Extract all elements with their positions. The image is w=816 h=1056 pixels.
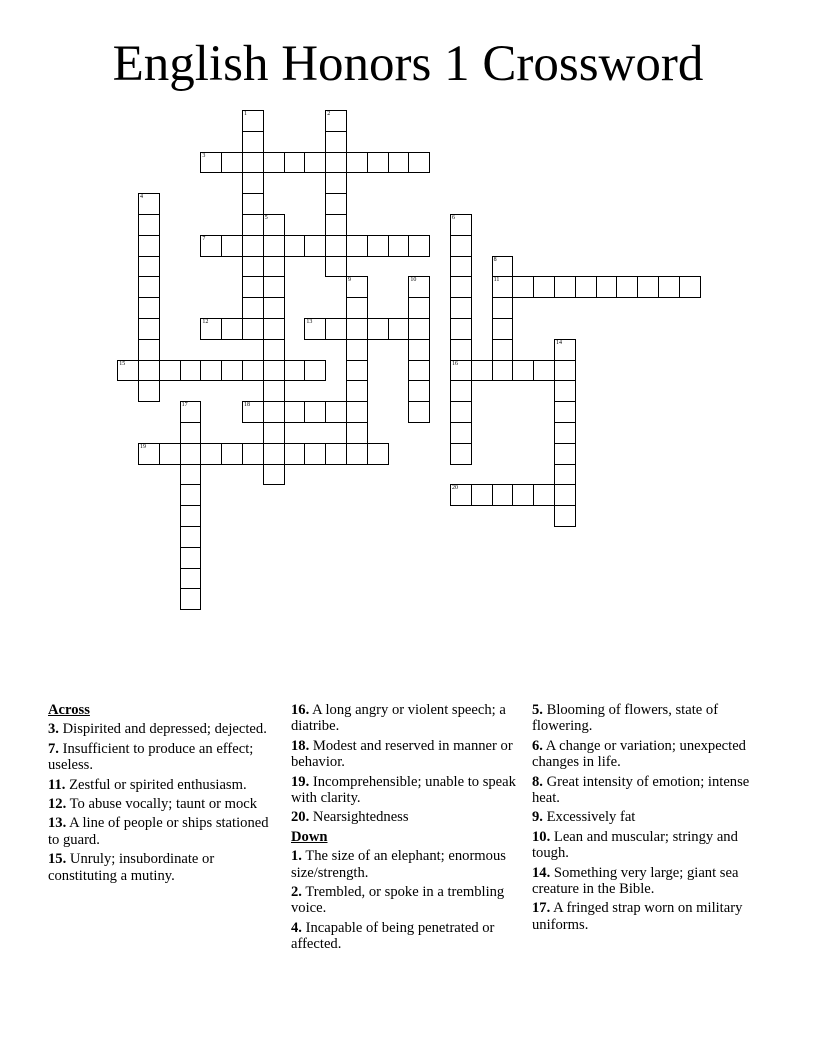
crossword-cell[interactable]	[304, 401, 326, 423]
crossword-cell[interactable]	[554, 401, 576, 423]
crossword-cell[interactable]	[492, 318, 514, 340]
clue-item	[532, 865, 760, 898]
crossword-cell[interactable]	[450, 360, 472, 382]
clue-column-2	[291, 702, 519, 956]
crossword-cell[interactable]	[450, 297, 472, 319]
cell-number: 12	[202, 319, 209, 325]
crossword-cell[interactable]	[138, 339, 160, 361]
crossword-cell[interactable]	[533, 276, 555, 298]
crossword-cell[interactable]	[263, 380, 285, 402]
clue-number: 1.	[291, 848, 302, 865]
crossword-cell[interactable]	[242, 360, 264, 382]
cell-number: 5	[264, 215, 268, 221]
cell-number: 6	[452, 215, 455, 221]
crossword-cell[interactable]	[450, 422, 472, 444]
crossword-cell[interactable]	[346, 297, 368, 319]
crossword-cell[interactable]	[346, 380, 368, 402]
clue-column-3	[532, 702, 760, 936]
clue-number: 2.	[291, 884, 302, 901]
crossword-cell[interactable]	[263, 422, 285, 444]
clue-text: Incomprehensible; unable to speak with clarity.	[291, 773, 516, 807]
clue-text: Modest and reserved in manner or behavior.	[291, 737, 513, 771]
crossword-cell[interactable]	[263, 464, 285, 486]
crossword-cell[interactable]	[325, 318, 347, 340]
crossword-cell[interactable]	[325, 193, 347, 215]
clue-item	[48, 777, 276, 793]
crossword-cell[interactable]	[180, 360, 202, 382]
crossword-cell[interactable]	[180, 526, 202, 548]
clue-text: The size of an elephant; enormous size/strength.	[291, 848, 506, 881]
crossword-cell[interactable]	[325, 401, 347, 423]
crossword-cell[interactable]	[159, 360, 181, 382]
crossword-cell[interactable]	[408, 297, 430, 319]
page-title: English Honors 1 Crossword	[112, 36, 704, 92]
crossword-cell[interactable]	[242, 401, 264, 423]
crossword-cell[interactable]	[554, 380, 576, 402]
crossword-cell[interactable]	[492, 484, 514, 506]
clue-column-1	[48, 702, 276, 887]
crossword-cell[interactable]	[263, 401, 285, 423]
crossword-cell[interactable]	[138, 256, 160, 278]
crossword-cell[interactable]	[242, 318, 264, 340]
clue-text: Trembled, or spoke in a trembling voice.	[291, 884, 505, 917]
crossword-cell[interactable]	[575, 276, 597, 298]
cell-number: 9	[348, 277, 351, 284]
crossword-cell[interactable]	[138, 193, 160, 215]
crossword-cell[interactable]	[450, 484, 472, 506]
crossword-cell[interactable]	[408, 339, 430, 361]
clue-item	[48, 796, 276, 812]
crossword-cell[interactable]	[263, 276, 285, 298]
crossword-cell[interactable]	[408, 318, 430, 340]
crossword-cell[interactable]	[200, 152, 222, 174]
crossword-cell[interactable]	[346, 360, 368, 382]
crossword-cell[interactable]	[180, 484, 202, 506]
crossword-cell[interactable]	[492, 360, 514, 382]
crossword-cell[interactable]	[325, 443, 347, 465]
crossword-cell[interactable]	[450, 235, 472, 257]
crossword-cell[interactable]	[492, 339, 514, 361]
crossword-cell[interactable]	[138, 360, 160, 382]
crossword-cell[interactable]	[263, 235, 285, 257]
crossword-cell[interactable]	[346, 401, 368, 423]
crossword-cell[interactable]	[346, 422, 368, 444]
clue-item	[291, 774, 519, 807]
crossword-cell[interactable]	[200, 318, 222, 340]
crossword-cell[interactable]	[512, 360, 534, 382]
crossword-cell[interactable]	[117, 360, 139, 382]
clue-text: Blooming of flowers, state of flowering.	[532, 702, 719, 735]
clue-number: 19.	[291, 773, 310, 790]
clue-number: 17.	[532, 900, 551, 917]
crossword-cell[interactable]	[284, 235, 306, 257]
clue-text: Nearsightedness	[309, 809, 409, 826]
cell-number: 15	[119, 360, 126, 367]
crossword-cell[interactable]	[492, 276, 514, 298]
clue-item	[48, 815, 276, 848]
crossword-cell[interactable]	[512, 276, 534, 298]
crossword-cell[interactable]	[554, 339, 576, 361]
clue-text: Great intensity of emotion; intense heat.	[532, 773, 750, 807]
crossword-cell[interactable]	[284, 360, 306, 382]
crossword-cell[interactable]	[284, 443, 306, 465]
crossword-cell[interactable]	[325, 152, 347, 174]
cell-number: 18	[244, 402, 250, 409]
clue-number: 5.	[532, 702, 543, 718]
crossword-cell[interactable]	[304, 318, 326, 340]
clue-item	[291, 702, 519, 735]
clue-text: Excessively fat	[542, 809, 636, 826]
clue-number: 15.	[48, 851, 67, 868]
crossword-cell[interactable]	[554, 443, 576, 465]
crossword-cell[interactable]	[408, 235, 430, 257]
cell-number: 11	[493, 277, 500, 284]
crossword-cell[interactable]	[408, 152, 430, 174]
clue-text: Insufficient to produce an effect; useless.	[48, 740, 254, 774]
crossword-cell[interactable]	[533, 360, 555, 382]
crossword-cell[interactable]	[138, 380, 160, 402]
crossword-cell[interactable]	[200, 360, 222, 382]
clue-item	[532, 809, 760, 825]
clue-number: 10.	[532, 828, 551, 845]
crossword-cell[interactable]	[512, 484, 534, 506]
clue-text: Unruly; insubordinate or constituting a mutiny.	[48, 851, 215, 884]
crossword-cell[interactable]	[367, 443, 389, 465]
crossword-cell[interactable]	[242, 110, 264, 132]
clue-section-heading: Down	[291, 828, 328, 845]
crossword-cell[interactable]	[450, 276, 472, 298]
crossword-cell[interactable]	[242, 193, 264, 215]
crossword-cell[interactable]	[679, 276, 701, 298]
cell-number: 8	[493, 256, 497, 263]
clue-text: Dispirited and depressed; dejected.	[58, 721, 267, 738]
crossword-cell[interactable]	[180, 422, 202, 444]
crossword-cell[interactable]	[325, 256, 347, 278]
crossword-cell[interactable]	[554, 484, 576, 506]
crossword-cell[interactable]	[242, 256, 264, 278]
crossword-cell[interactable]	[388, 235, 410, 257]
crossword-cell[interactable]	[388, 318, 410, 340]
crossword-cell[interactable]	[554, 422, 576, 444]
clue-item	[48, 721, 276, 737]
crossword-cell[interactable]	[304, 235, 326, 257]
crossword-cell[interactable]	[221, 152, 243, 174]
crossword-cell[interactable]	[325, 172, 347, 194]
crossword-cell[interactable]	[284, 401, 306, 423]
cell-number: 3	[202, 152, 206, 159]
crossword-cell[interactable]	[263, 318, 285, 340]
clue-number: 13.	[48, 815, 67, 832]
cell-number: 2	[327, 111, 331, 117]
clue-item	[532, 774, 760, 807]
crossword-cell[interactable]	[221, 318, 243, 340]
crossword-cell[interactable]	[180, 588, 202, 610]
clue-item	[291, 809, 519, 825]
cell-number: 1	[244, 111, 247, 117]
cell-number: 19	[140, 443, 146, 450]
crossword-cell[interactable]	[554, 360, 576, 382]
clue-item	[532, 738, 760, 771]
clue-item	[291, 738, 519, 771]
crossword-cell[interactable]	[408, 276, 430, 298]
crossword-cell[interactable]	[138, 276, 160, 298]
crossword-cell[interactable]	[450, 256, 472, 278]
cell-number: 17	[181, 402, 188, 409]
crossword-cell[interactable]	[450, 401, 472, 423]
clue-item	[48, 851, 276, 884]
crossword-cell[interactable]	[263, 339, 285, 361]
crossword-cell[interactable]	[180, 443, 202, 465]
crossword-cell[interactable]	[263, 214, 285, 236]
crossword-cell[interactable]	[533, 484, 555, 506]
clue-number: 9.	[532, 809, 543, 826]
crossword-cell[interactable]	[450, 214, 472, 236]
clue-number: 3.	[48, 721, 59, 738]
crossword-cell[interactable]	[492, 256, 514, 278]
crossword-cell[interactable]	[159, 443, 181, 465]
clue-item	[291, 848, 519, 881]
clue-section-heading: Across	[48, 702, 90, 718]
crossword-cell[interactable]	[180, 464, 202, 486]
clue-item	[532, 702, 760, 735]
crossword-cell[interactable]	[242, 172, 264, 194]
crossword-cell[interactable]	[138, 443, 160, 465]
cell-number: 10	[410, 277, 417, 284]
crossword-cell[interactable]	[138, 297, 160, 319]
cell-number: 4	[140, 194, 143, 201]
crossword-cell[interactable]	[346, 152, 368, 174]
crossword-cell[interactable]	[242, 297, 264, 319]
crossword-cell[interactable]	[408, 360, 430, 382]
crossword-cell[interactable]	[263, 297, 285, 319]
clue-item	[291, 920, 519, 953]
crossword-cell[interactable]	[471, 484, 493, 506]
crossword-cell[interactable]	[180, 505, 202, 527]
crossword-cell[interactable]	[658, 276, 680, 298]
crossword-cell[interactable]	[367, 318, 389, 340]
cell-number: 7	[202, 235, 206, 242]
crossword-cell[interactable]	[263, 360, 285, 382]
crossword-cell[interactable]	[263, 443, 285, 465]
crossword-cell[interactable]	[367, 235, 389, 257]
cell-number: 13	[306, 319, 313, 325]
crossword-cell[interactable]	[263, 152, 285, 174]
clue-text: A long angry or violent speech; a diatribe.	[291, 702, 506, 735]
crossword-cell[interactable]	[138, 214, 160, 236]
crossword-cell[interactable]	[200, 235, 222, 257]
clue-number: 12.	[48, 796, 67, 813]
clue-number: 16.	[291, 702, 310, 718]
crossword-cell[interactable]	[450, 318, 472, 340]
crossword-cell[interactable]	[221, 443, 243, 465]
crossword-cell[interactable]	[408, 401, 430, 423]
clue-item	[532, 900, 760, 933]
crossword-cell[interactable]	[284, 152, 306, 174]
crossword-cell[interactable]	[304, 360, 326, 382]
crossword-cell[interactable]	[304, 443, 326, 465]
crossword-cell[interactable]	[325, 235, 347, 257]
clue-text: Something very large; giant sea creature in the Bible.	[532, 864, 739, 898]
crossword-cell[interactable]	[200, 443, 222, 465]
crossword-cell[interactable]	[637, 276, 659, 298]
crossword-cell[interactable]	[346, 443, 368, 465]
crossword-cell[interactable]	[180, 547, 202, 569]
clue-number: 11.	[48, 776, 66, 793]
crossword-cell[interactable]	[596, 276, 618, 298]
crossword-cell[interactable]	[346, 235, 368, 257]
clue-item	[291, 884, 519, 917]
crossword-cell[interactable]	[346, 276, 368, 298]
cell-number: 14	[556, 339, 562, 346]
crossword-cell[interactable]	[180, 568, 202, 590]
cell-number: 20	[452, 485, 458, 492]
crossword-cell[interactable]	[408, 380, 430, 402]
clue-number: 18.	[291, 737, 310, 754]
crossword-cell[interactable]	[471, 360, 493, 382]
clue-item	[532, 829, 760, 862]
crossword-cell[interactable]	[616, 276, 638, 298]
crossword-cell[interactable]	[554, 505, 576, 527]
crossword-cell[interactable]	[242, 276, 264, 298]
crossword-cell[interactable]	[450, 380, 472, 402]
crossword-cell[interactable]	[325, 110, 347, 132]
crossword-cell[interactable]	[346, 318, 368, 340]
clue-item	[48, 741, 276, 774]
clue-text: A fringed strap worn on military uniforms.	[532, 900, 743, 933]
crossword-cell[interactable]	[242, 214, 264, 236]
clue-text: Zestful or spirited enthusiasm.	[65, 776, 247, 793]
clue-text: A change or variation; unexpected changes in life.	[532, 737, 746, 771]
crossword-cell[interactable]	[242, 152, 264, 174]
crossword-cell[interactable]	[492, 297, 514, 319]
crossword-cell[interactable]	[242, 443, 264, 465]
crossword-cell[interactable]	[554, 464, 576, 486]
crossword-cell[interactable]	[221, 235, 243, 257]
crossword-cell[interactable]	[450, 443, 472, 465]
crossword-cell[interactable]	[242, 235, 264, 257]
crossword-cell[interactable]	[180, 401, 202, 423]
crossword-cell[interactable]	[325, 214, 347, 236]
crossword-cell[interactable]	[450, 339, 472, 361]
clue-text: A line of people or ships stationed to guard.	[48, 815, 269, 848]
crossword-cell[interactable]	[388, 152, 410, 174]
clue-number: 20.	[291, 809, 310, 826]
crossword-cell[interactable]	[554, 276, 576, 298]
crossword-cell[interactable]	[242, 131, 264, 153]
crossword-cell[interactable]	[325, 131, 347, 153]
clue-number: 8.	[532, 773, 543, 790]
crossword-cell[interactable]	[138, 235, 160, 257]
cell-number: 16	[452, 360, 458, 367]
crossword-cell[interactable]	[221, 360, 243, 382]
clue-number: 4.	[291, 919, 302, 936]
crossword-cell[interactable]	[304, 152, 326, 174]
crossword-cell[interactable]	[367, 152, 389, 174]
clue-number: 6.	[532, 737, 543, 754]
clue-number: 14.	[532, 864, 551, 881]
crossword-cell[interactable]	[138, 318, 160, 340]
crossword-cell[interactable]	[263, 256, 285, 278]
clue-text: To abuse vocally; taunt or mock	[66, 796, 258, 813]
clue-text: Incapable of being penetrated or affected.	[291, 919, 495, 953]
crossword-cell[interactable]	[346, 339, 368, 361]
clue-number: 7.	[48, 740, 59, 757]
clue-text: Lean and muscular; stringy and tough.	[532, 828, 738, 862]
